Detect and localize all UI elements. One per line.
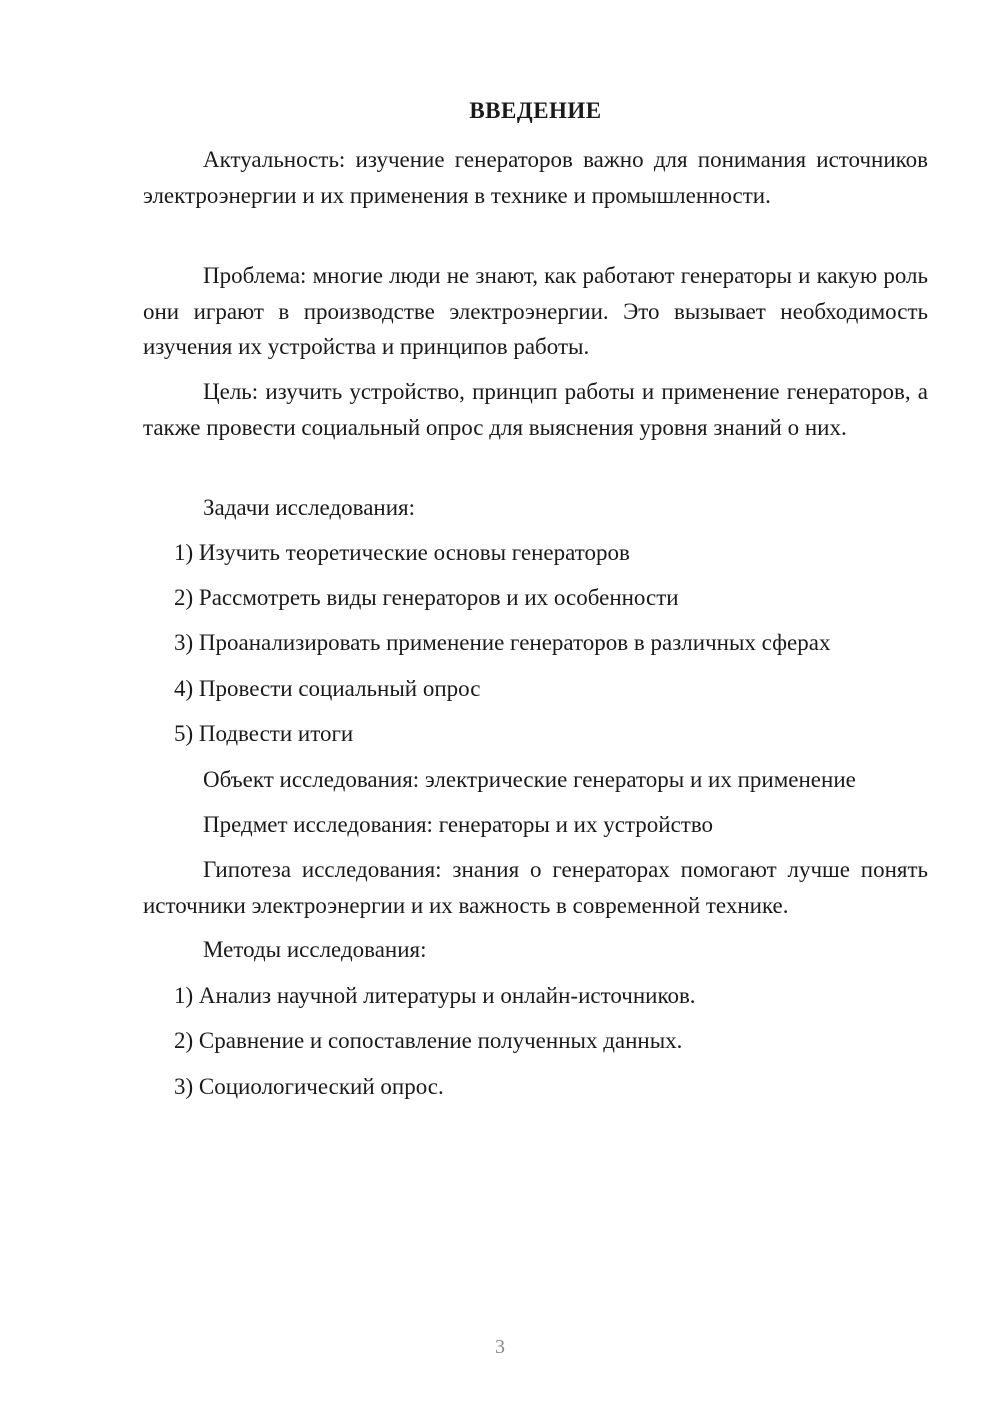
task-item: 1) Изучить теоретические основы генераторов bbox=[174, 540, 630, 565]
research-object: Объект исследования: электрические генераторы и их применение bbox=[203, 767, 856, 792]
page-number: 3 bbox=[495, 1336, 505, 1358]
task-item: 4) Провести социальный опрос bbox=[174, 676, 481, 701]
tasks-heading: Задачи исследования: bbox=[203, 495, 416, 520]
methods-heading: Методы исследования: bbox=[203, 937, 427, 962]
paragraph-goal: Цель: изучить устройство, принцип работы и применение генераторов, а также провести социальный опрос для выяснения уровня знаний о них. bbox=[143, 379, 928, 440]
task-item: 3) Проанализировать применение генераторов в различных сферах bbox=[174, 630, 831, 655]
method-item: 1) Анализ научной литературы и онлайн-источников. bbox=[174, 983, 696, 1008]
paragraph-relevance: Актуальность: изучение генераторов важно для понимания источников электроэнергии и их применения в технике и промышленности. bbox=[143, 147, 928, 208]
method-item: 3) Социологический опрос. bbox=[174, 1074, 444, 1099]
method-item: 2) Сравнение и сопоставление полученных данных. bbox=[174, 1028, 683, 1053]
paragraph-problem: Проблема: многие люди не знают, как работают генераторы и какую роль они играют в производстве электроэнергии. Это вызывает необходимость изучения их устройства и принципов работы. bbox=[143, 263, 928, 359]
research-subject: Предмет исследования: генераторы и их устройство bbox=[203, 812, 714, 837]
task-item: 2) Рассмотреть виды генераторов и их особенности bbox=[174, 585, 679, 610]
task-item: 5) Подвести итоги bbox=[174, 721, 354, 746]
paragraph-hypothesis: Гипотеза исследования: знания о генераторах помогают лучше понять источники электроэнергии и их важность в современной технике. bbox=[143, 857, 928, 918]
page-title: ВВЕДЕНИЕ bbox=[469, 98, 602, 123]
